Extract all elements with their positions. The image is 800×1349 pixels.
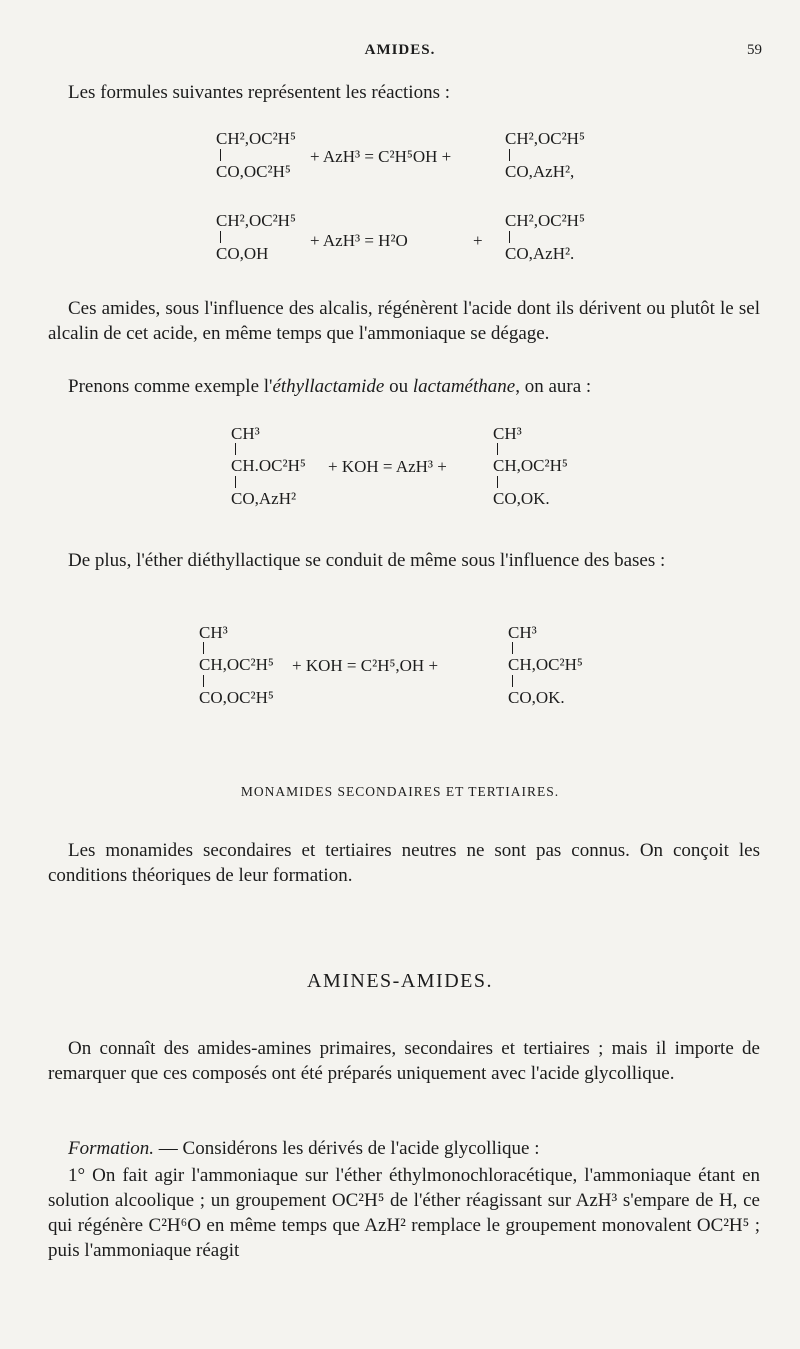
eq4-right-bond-2 <box>512 675 513 687</box>
paragraph-amines-amides: On connaît des amides-amines primaires, secondaires et tertiaires ; mais il importe de remarquer que ces composés ont été préparés uniquement avec l'acide glycollique. <box>48 1038 760 1084</box>
eq4-left-bottom: CO,OC²H⁵ <box>199 688 274 707</box>
eq1-left-bottom: CO,OC²H⁵ <box>216 162 291 181</box>
header-title: AMIDES. <box>364 42 436 58</box>
eq2-middle: + AzH³ = H²O <box>310 231 408 250</box>
eq4-left-top: CH³ <box>199 623 228 642</box>
eq3-left-top: CH³ <box>231 424 260 443</box>
running-header <box>0 42 800 66</box>
paragraph-alkali: Ces amides, sous l'influence des alcalis, régénèrent l'acide dont ils dérivent ou plutôt le sel alcalin de cet acide, en même temps que l'ammoniaque se dégage. <box>48 298 760 344</box>
paragraph-step-1: 1° On fait agir l'ammoniaque sur l'éther éthylmonochloracétique, l'ammoniaque étant en solution alcoolique ; un groupement OC²H⁵ de l'éther réagissant sur AzH³ s'empare de H, ce qui régénère C²H⁶O en même temps que AzH² remplace le groupement monovalent OC²H⁵ ; puis l'ammoniaque réagit <box>48 1165 760 1261</box>
paragraph-formation <box>48 1136 760 1161</box>
paragraph-bases: De plus, l'éther diéthyllactique se conduit de même sous l'influence des bases : <box>68 550 666 571</box>
paragraph-formation-text: — Considérons les dérivés de l'acide glycollique : <box>154 1138 540 1159</box>
eq4-left-mid: CH,OC²H⁵ <box>199 655 274 674</box>
eq1-right-bond <box>509 149 510 161</box>
paragraph-example <box>48 374 760 399</box>
eq2-right-bottom: CO,AzH². <box>505 244 575 263</box>
eq2-left-bottom: CO,OH <box>216 244 269 263</box>
eq2-right-top: CH²,OC²H⁵ <box>505 211 585 230</box>
eq1-right-top: CH²,OC²H⁵ <box>505 129 585 148</box>
eq3-right-bond-2 <box>497 476 498 488</box>
eq1-left-bond <box>220 149 221 161</box>
page-number: 59 <box>747 42 762 58</box>
eq4-right-bond-1 <box>512 642 513 654</box>
term-ethyllactamide: éthyllactamide <box>272 376 385 397</box>
eq4-left-bond-1 <box>203 642 204 654</box>
eq3-right-top: CH³ <box>493 424 522 443</box>
paragraph-example-c: , on aura : <box>515 376 592 397</box>
eq3-right-mid: CH,OC²H⁵ <box>493 456 568 475</box>
term-formation: Formation. <box>68 1138 155 1159</box>
eq4-right-bottom: CO,OK. <box>508 688 565 707</box>
eq3-right-bottom: CO,OK. <box>493 489 550 508</box>
eq3-left-bond-1 <box>235 443 236 455</box>
eq3-left-mid: CH.OC²H⁵ <box>231 456 306 475</box>
eq3-middle: + KOH = AzH³ + <box>328 457 447 476</box>
section-heading-monamides: MONAMIDES SECONDAIRES ET TERTIAIRES. <box>240 784 560 799</box>
eq2-plus: + <box>473 231 483 250</box>
section-heading-amines-amides: AMINES-AMIDES. <box>307 970 493 992</box>
eq4-right-top: CH³ <box>508 623 537 642</box>
eq1-middle: + AzH³ = C²H⁵OH + <box>310 147 452 166</box>
eq3-left-bottom: CO,AzH² <box>231 489 297 508</box>
eq4-middle: + KOH = C²H⁵,OH + <box>292 656 439 675</box>
eq3-right-bond-1 <box>497 443 498 455</box>
eq1-left-top: CH²,OC²H⁵ <box>216 129 296 148</box>
paragraph-example-b: ou <box>384 376 413 397</box>
eq2-left-top: CH²,OC²H⁵ <box>216 211 296 230</box>
eq2-right-bond <box>509 231 510 243</box>
term-lactamethane: lactaméthane <box>412 376 516 397</box>
eq4-left-bond-2 <box>203 675 204 687</box>
eq2-left-bond <box>220 231 221 243</box>
eq1-right-bottom: CO,AzH², <box>505 162 575 181</box>
eq3-left-bond-2 <box>235 476 236 488</box>
eq4-right-mid: CH,OC²H⁵ <box>508 655 583 674</box>
paragraph-example-a: Prenons comme exemple l' <box>68 376 273 397</box>
paragraph-monamides: Les monamides secondaires et tertiaires neutres ne sont pas connus. On conçoit les conditions théoriques de leur formation. <box>48 840 760 886</box>
paragraph-intro: Les formules suivantes représentent les réactions : <box>68 82 450 103</box>
